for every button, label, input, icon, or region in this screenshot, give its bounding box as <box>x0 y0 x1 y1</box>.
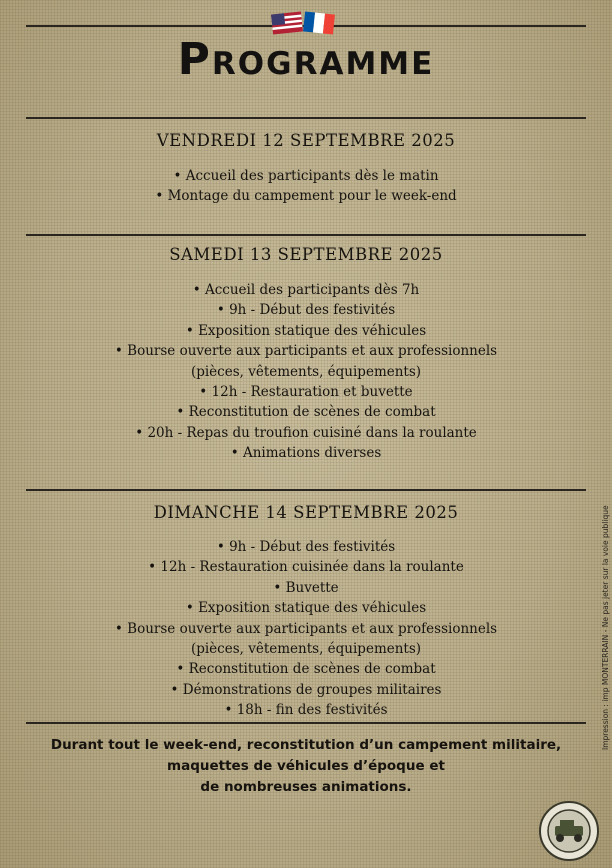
saturday-list <box>0 280 612 464</box>
list-item: • 9h - Début des festivités <box>216 539 396 555</box>
sunday-list <box>0 537 612 721</box>
list-item: • 20h - Repas du troufion cuisiné dans la roulante <box>135 424 477 441</box>
list-item: • Reconstitution de scènes de combat <box>176 661 436 678</box>
list-item: • 9h - Début des festivités <box>216 302 396 319</box>
list-item: (pièces, vêtements, équipements) <box>190 641 422 658</box>
day-heading-friday: VENDREDI 12 SEPTEMBRE 2025 <box>156 131 456 150</box>
list-item: • Accueil des participants dès le matin <box>173 168 439 184</box>
list-item: • 12h - Restauration cuisinée dans la roulante <box>148 559 464 576</box>
list-item: • Exposition statique des véhicules <box>185 322 427 339</box>
list-item: (pièces, vêtements, équipements) <box>190 363 422 380</box>
printer-note: Impression : imp MONTERRAIN - Ne pas jeter sur la voie publique <box>601 505 610 750</box>
section-rule <box>26 489 586 491</box>
section-rule <box>26 234 586 236</box>
us-flag-icon <box>271 11 303 34</box>
list-item: • Accueil des participants dès 7h <box>192 282 420 298</box>
vehicle-club-badge-icon <box>538 800 600 862</box>
list-item: • 18h - fin des festivités <box>224 702 388 719</box>
list-item: • Bourse ouverte aux participants et aux professionnels <box>114 343 498 360</box>
list-item: • Animations diverses <box>230 445 382 462</box>
section-rule <box>26 722 586 724</box>
list-item: • Montage du campement pour le week-end <box>155 188 457 205</box>
list-item: • Exposition statique des véhicules <box>185 600 427 617</box>
friday-list <box>0 166 612 207</box>
footer-line: Durant tout le week-end, reconstitution d’un campement militaire, <box>50 737 562 753</box>
list-item: • Buvette <box>273 579 339 596</box>
day-heading-saturday: SAMEDI 13 SEPTEMBRE 2025 <box>169 245 443 264</box>
section-rule <box>26 117 586 119</box>
footer-line: de nombreuses animations. <box>200 779 412 795</box>
page-title: Programme <box>177 34 435 85</box>
list-item: • Reconstitution de scènes de combat <box>176 404 436 421</box>
day-heading-sunday: DIMANCHE 14 SEPTEMBRE 2025 <box>153 503 459 522</box>
list-item: • 12h - Restauration et buvette <box>199 384 413 401</box>
list-item: • Bourse ouverte aux participants et aux professionnels <box>114 620 498 637</box>
fr-flag-icon <box>303 11 335 34</box>
footer-note <box>20 735 592 798</box>
list-item: • Démonstrations de groupes militaires <box>170 681 442 698</box>
footer-line: maquettes de véhicules d’époque et <box>167 758 445 774</box>
